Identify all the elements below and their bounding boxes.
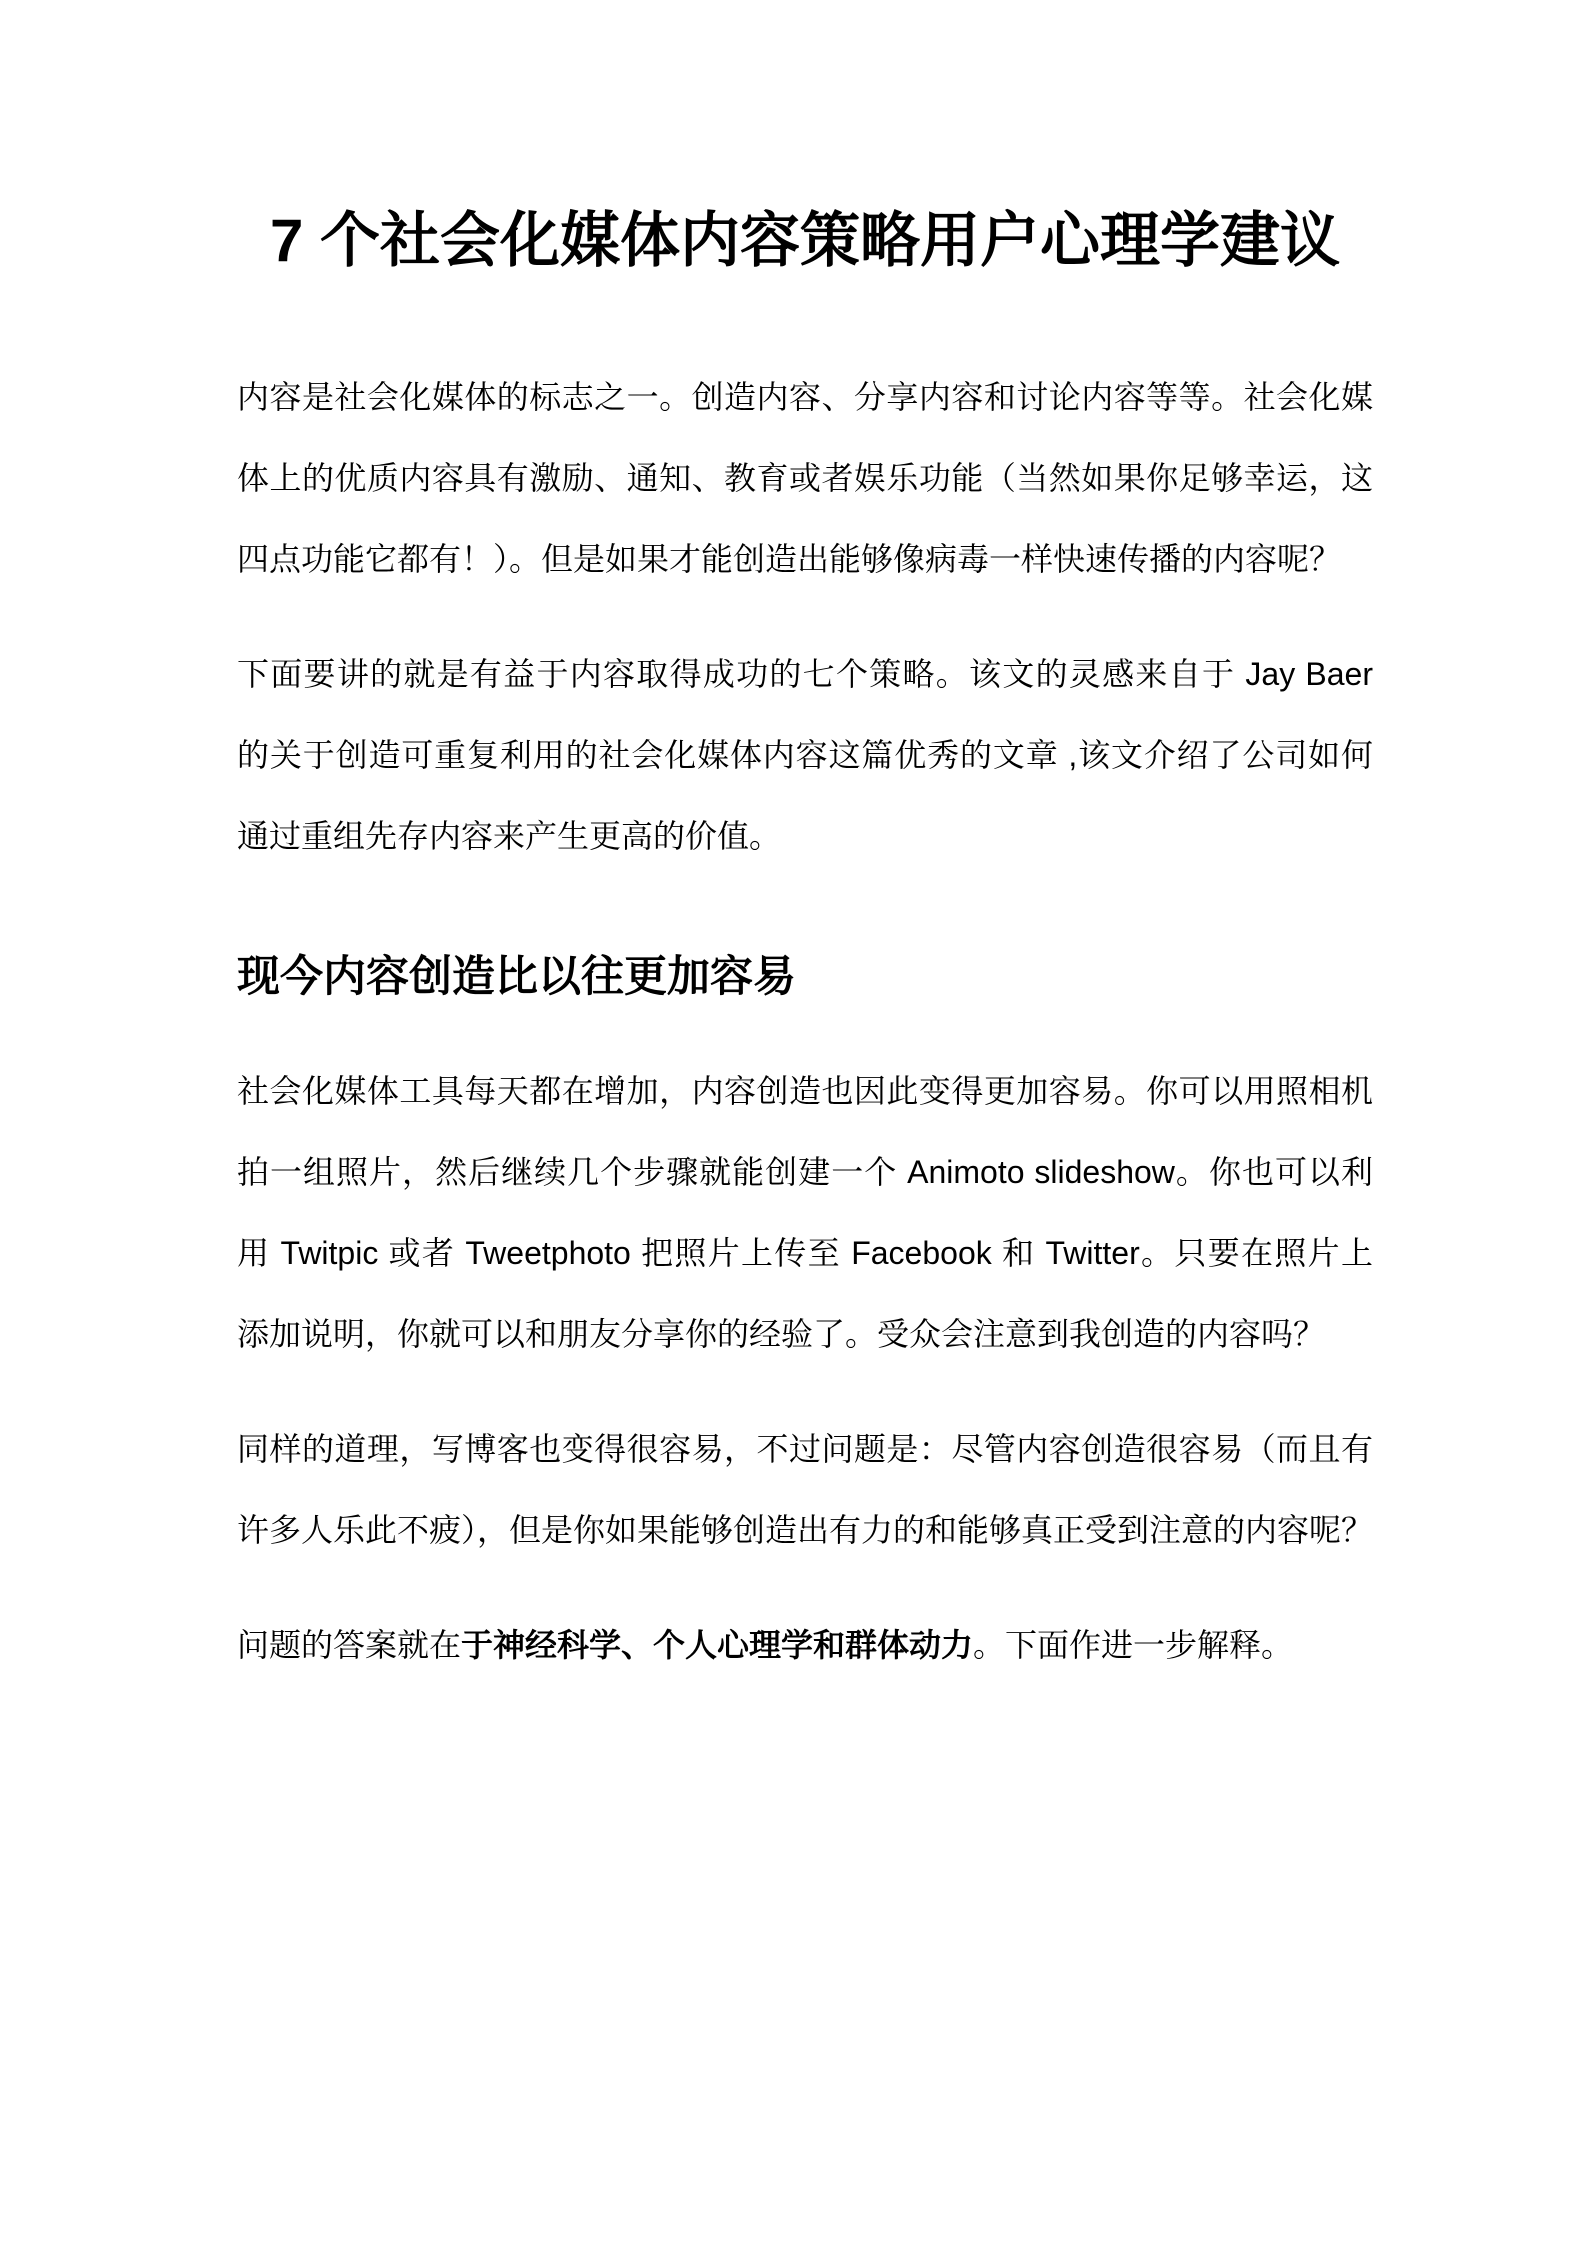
section1-paragraph-3 — [237, 1605, 1373, 1686]
document-content — [237, 0, 1373, 1720]
section1-paragraph-1: 社会化媒体工具每天都在增加，内容创造也因此变得更加容易。你可以用照相机拍一组照片，然后继续几个步骤就能创建一个 Animoto slideshow。你也可以利用 Twitpic 或者 Tweetphoto 把照片上传至 Facebook 和 Twitter。只要在照片上添加说明，你就可以和朋友分享你的经验了。受众会注意到我创造的内容吗？ — [237, 1073, 1373, 1352]
answer-text-regular: 问题的答案就在 — [237, 1627, 462, 1663]
section-heading-content-creation: 现今内容创造比以往更加容易 — [237, 953, 796, 1001]
answer-text-bold: 于神经科学、个人心理学和群体动力 — [461, 1627, 974, 1663]
document-title: 7 个社会化媒体内容策略用户心理学建议 — [269, 207, 1341, 274]
intro-paragraph-2: 下面要讲的就是有益于内容取得成功的七个策略。该文的灵感来自于 Jay Baer 的关于创造可重复利用的社会化媒体内容这篇优秀的文章 ,该文介绍了公司如何通过重组先存内容来产生更高的价值。 — [237, 656, 1373, 854]
intro-paragraph-1: 内容是社会化媒体的标志之一。创造内容、分享内容和讨论内容等等。社会化媒体上的优质内容具有激励、通知、教育或者娱乐功能（当然如果你足够幸运，这四点功能它都有！）。但是如果才能创造出能够像病毒一样快速传播的内容呢？ — [237, 379, 1373, 577]
answer-text-regular-tail: 。下面作进一步解释。 — [973, 1627, 1294, 1663]
section1-paragraph-2: 同样的道理，写博客也变得很容易，不过问题是：尽管内容创造很容易（而且有许多人乐此不疲），但是你如果能够创造出有力的和能够真正受到注意的内容呢？ — [237, 1431, 1374, 1548]
